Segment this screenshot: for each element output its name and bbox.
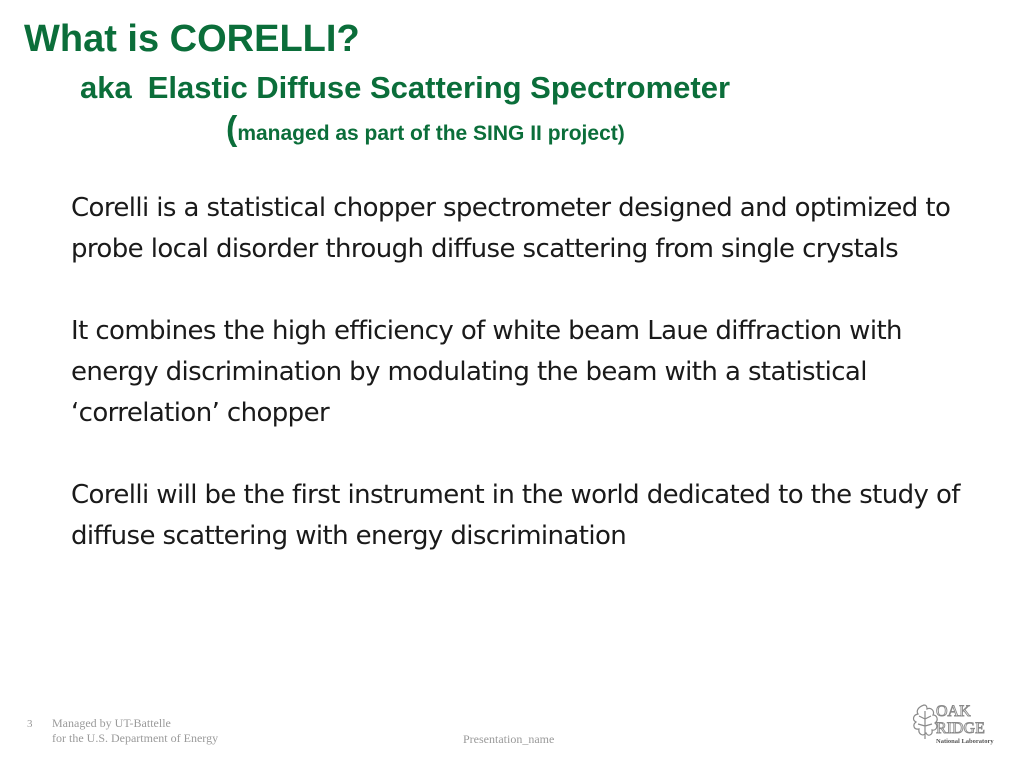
logo-line-1: OAK (936, 703, 971, 720)
logo-line-2: RIDGE (936, 720, 985, 737)
oak-leaf-icon (914, 705, 938, 739)
note-open-paren: ( (226, 110, 238, 148)
managed-line-2: for the U.S. Department of Energy (52, 731, 219, 745)
note-close-paren: ) (617, 122, 625, 145)
body-paragraph: Corelli will be the first instrument in the world dedicated to the study of diffuse scattering with energy discrimination (71, 480, 960, 551)
managed-line-1: Managed by UT-Battelle (52, 716, 171, 730)
body-paragraph: Corelli is a statistical chopper spectrometer designed and optimized to probe local disorder through diffuse scattering from single crystals (71, 193, 951, 264)
project-note (226, 110, 625, 149)
body-paragraph: It combines the high efficiency of white beam Laue diffraction with energy discrimination by modulating the beam with a statistical ‘correlation’ chopper (71, 316, 902, 428)
logo-line-3: National Laboratory (936, 738, 994, 745)
slide-body (71, 188, 971, 598)
footer-managed-by (52, 716, 218, 746)
slide-title: What is CORELLI? (24, 18, 360, 60)
slide-subtitle (80, 70, 730, 106)
presentation-name: Presentation_name (463, 732, 555, 746)
page-number: 3 (27, 718, 33, 730)
subtitle-prefix: aka (80, 70, 132, 105)
subtitle-main: Elastic Diffuse Scattering Spectrometer (147, 70, 731, 105)
oak-ridge-logo (908, 699, 1004, 747)
note-text: managed as part of the SING II project (237, 122, 618, 145)
